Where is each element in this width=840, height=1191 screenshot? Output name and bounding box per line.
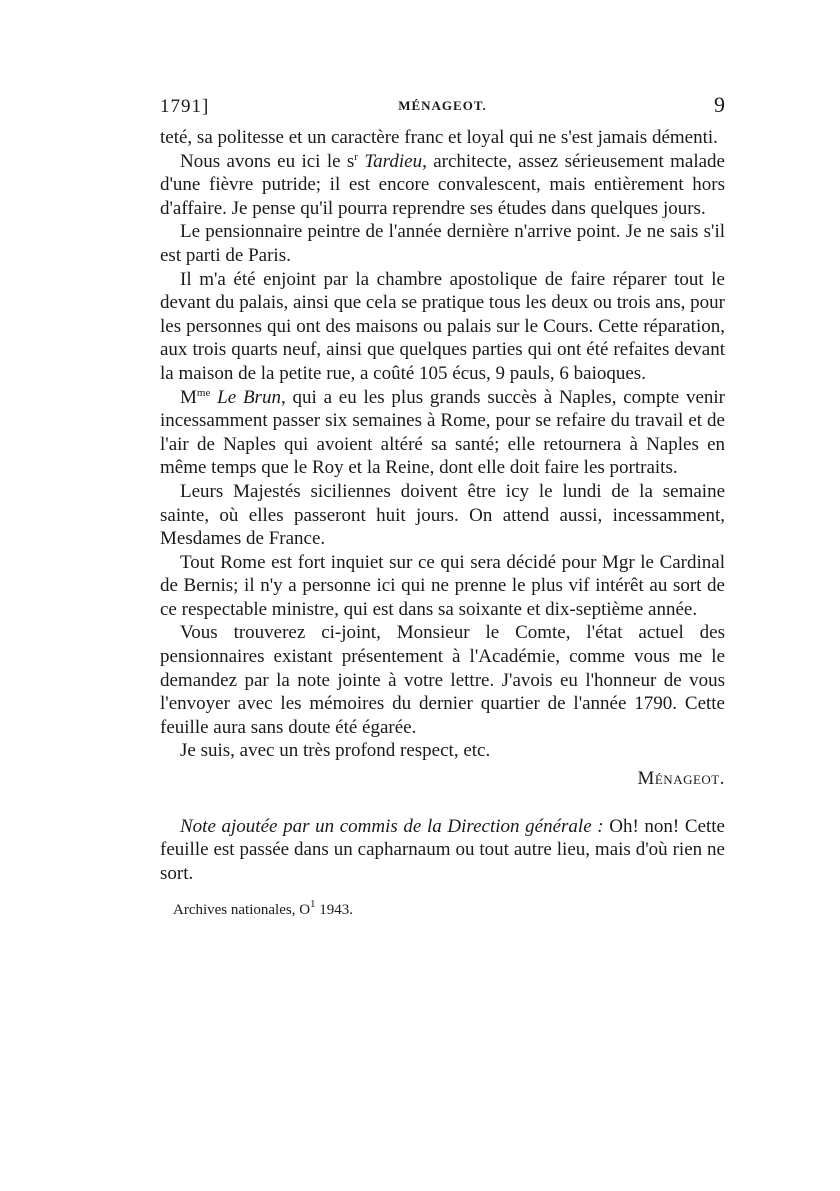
paragraph-7: Tout Rome est fort inquiet sur ce qui sera décidé pour Mgr le Cardinal de Bernis; il n'y a personne ici qui ne prenne le plus vif intérêt au sort de ce respectable ministre, qui est dans sa soixante et dix-septième année. — [160, 551, 725, 620]
name-le-brun: Le Brun — [217, 386, 281, 408]
paragraph-2: Nous avons eu ici le $s^r$ Tardieu, architecte, assez sérieusement malade d'une fièvre putride; il est encore convalescent, mais entièrement hors d'affaire. Je pense qu'il pourra reprendre ses études dans quelques jours. — [160, 150, 725, 219]
paragraph-6: Leurs Majestés siciliennes doivent être icy le lundi de la semaine sainte, où elles passeront huit jours. On attend aussi, incessamment, Mesdames de France. — [160, 480, 725, 550]
paragraph-1: teté, sa politesse et un caractère franc et loyal qui ne s'est jamais démenti. — [160, 127, 718, 148]
paragraph-3: Le pensionnaire peintre de l'année dernière n'arrive point. Je ne sais s'il est parti de Paris. — [160, 221, 725, 266]
header-title: MÉNAGEOT. — [398, 98, 487, 113]
page-number: 9 — [714, 92, 725, 117]
signature: Ménageot. — [637, 768, 725, 790]
note-lead: Note ajoutée par un commis de la Direction générale : — [180, 815, 604, 837]
running-header — [160, 92, 725, 122]
name-tardieu: Tardieu — [364, 150, 423, 172]
paragraph-8: Vous trouverez ci-joint, Monsieur le Comte, l'état actuel des pensionnaires existant présentement à l'Académie, comme vous me le demandez par la note jointe à votre lettre. J'avois eu l'honneur de vous l'envoyer avec les mémoires du dernier quartier de l'année 1790. Cette feuille aura sans doute été égarée. — [160, 622, 725, 738]
paragraph-5: $M^{me}$ Le Brun, qui a eu les plus grands succès à Naples, compte venir incessamment passer six semaines à Rome, pour se refaire du travail et de l'air de Naples qui avoient altéré sa santé; elle retournera à Naples en même temps que le Roy et la Reine, dont elle doit faire les portraits. — [160, 386, 726, 479]
clerk-note — [160, 815, 725, 886]
letter-body — [160, 126, 725, 923]
paragraph-9: Je suis, avec un très profond respect, etc. — [180, 740, 491, 762]
header-year: 1791] — [160, 96, 210, 117]
note-text: Oh! non! Cette feuille est passée dans un capharnaum ou tout autre lieu, mais d'où rien ne sort. — [160, 815, 725, 884]
archives-reference: Archives nationales, $O^1$ 1943. — [173, 898, 354, 919]
paragraph-4: Il m'a été enjoint par la chambre apostolique de faire réparer tout le devant du palais, ainsi que cela se pratique tous les deux ou trois ans, pour les personnes qui ont des maisons ou palais sur le Cours. Cette réparation, aux trois quarts neuf, ainsi que quelques parties qui ont été refaites devant la maison de la petite rue, a coûté 105 écus, 9 pauls, 6 baioques. — [160, 268, 725, 384]
